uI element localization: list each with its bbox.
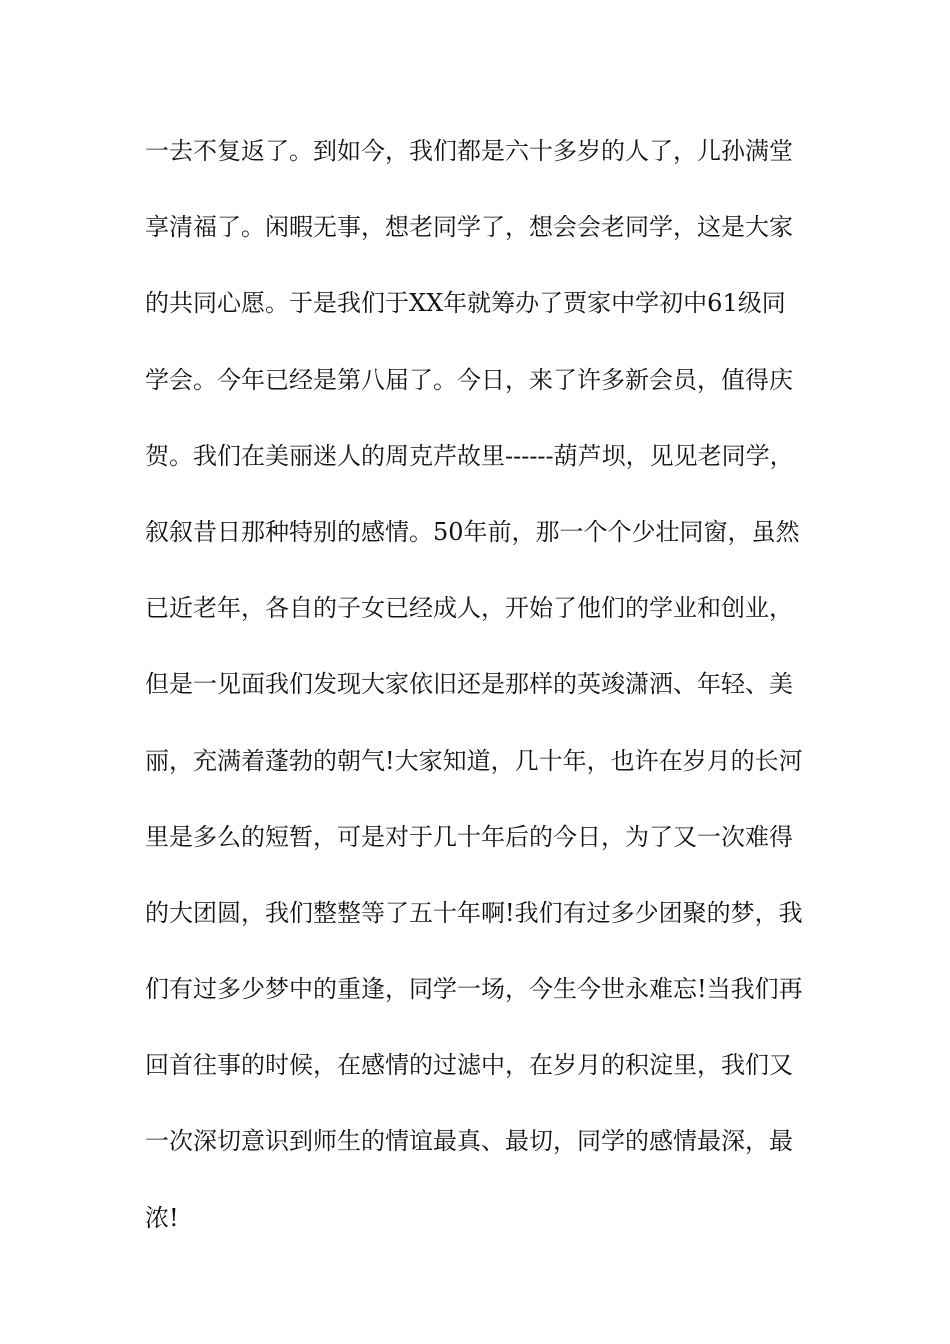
text-line: 的大团圆，我们整整等了五十年啊!我们有过多少团聚的梦，我 bbox=[145, 898, 803, 927]
text-line: 学会。今年已经是第八届了。今日，来了许多新会员，值得庆 bbox=[145, 365, 793, 394]
text-line: 贺。我们在美丽迷人的周克芹故里------葫芦坝，见见老同学， bbox=[145, 441, 794, 470]
text-line: 但是一见面我们发现大家依旧还是那样的英竣潇洒、年轻、美 bbox=[145, 670, 793, 699]
text-line: 回首往事的时候，在感情的过滤中，在岁月的积淀里，我们又 bbox=[145, 1051, 793, 1080]
text-line: 丽，充满着蓬勃的朝气!大家知道，几十年，也许在岁月的长河 bbox=[145, 746, 803, 775]
body-text bbox=[145, 132, 835, 1275]
text-line: 里是多么的短暂，可是对于几十年后的今日，为了又一次难得 bbox=[145, 822, 793, 851]
text-line: 一去不复返了。到如今，我们都是六十多岁的人了，儿孙满堂 bbox=[145, 137, 793, 165]
text-line: 的共同心愿。于是我们于XX年就筹办了贾家中学初中61级同 bbox=[145, 289, 786, 318]
text-line: 们有过多少梦中的重逢，同学一场，今生今世永难忘!当我们再 bbox=[145, 975, 803, 1004]
text-line: 已近老年，各自的子女已经成人，开始了他们的学业和创业， bbox=[145, 594, 793, 623]
text-line: 浓! bbox=[145, 1203, 179, 1232]
text-line: 一次深切意识到师生的情谊最真、最切，同学的感情最深，最 bbox=[145, 1127, 793, 1156]
text-line: 享清福了。闲暇无事，想老同学了，想会会老同学，这是大家 bbox=[145, 213, 793, 242]
text-line: 叙叙昔日那种特别的感情。50年前，那一个个少壮同窗，虽然 bbox=[145, 517, 800, 546]
